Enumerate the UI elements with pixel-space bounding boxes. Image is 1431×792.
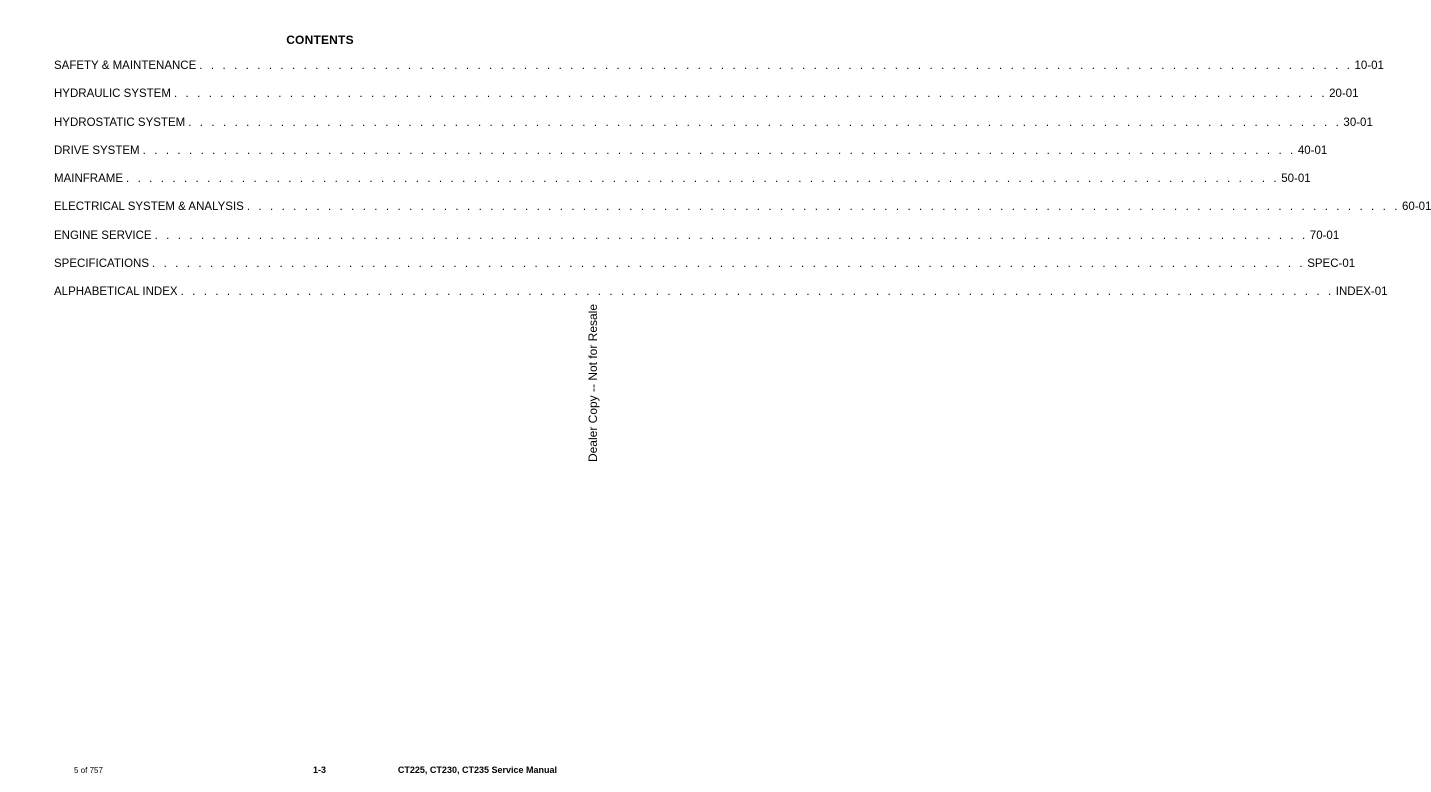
toc-entry-label: SPECIFICATIONS: [54, 258, 149, 271]
toc-entry-page: 50-01: [1281, 173, 1311, 186]
toc-leader-dots: . . . . . . . . . . . . . . . . . . . . . . . . . . . . . . . . . . . . . . . . . . . . . . . . . . . . . . . . . . . . . . . . . . . . . . . . . . . . . . . . . . . . . . . . . . . . . . . . . . . .: [199, 60, 1353, 72]
toc-entry-label: HYDROSTATIC SYSTEM: [54, 116, 186, 129]
toc-entry-label: ELECTRICAL SYSTEM & ANALYSIS: [54, 201, 244, 214]
toc-entry-page: INDEX-01: [1335, 286, 1388, 299]
toc-entry[interactable]: [54, 229, 1340, 258]
toc-leader-dots: . . . . . . . . . . . . . . . . . . . . . . . . . . . . . . . . . . . . . . . . . . . . . . . . . . . . . . . . . . . . . . . . . . . . . . . . . . . . . . . . . . . . . . . . . . . . . . . . . . . .: [246, 201, 1401, 214]
footer-page-count: 5 of 757: [74, 766, 103, 775]
toc-entry-page: 20-01: [1329, 88, 1359, 101]
toc-entry[interactable]: [54, 258, 1356, 286]
toc-entry-page: 60-01: [1402, 201, 1431, 214]
toc-entry[interactable]: [54, 116, 1373, 145]
toc-entry[interactable]: [54, 144, 1328, 173]
footer-manual-title: CT225, CT230, CT235 Service Manual: [397, 765, 557, 775]
toc-entry-page: 10-01: [1354, 60, 1384, 72]
toc-entry-page: 40-01: [1297, 144, 1328, 157]
toc-entry-label: MAINFRAME: [54, 173, 123, 186]
toc-entry-label: SAFETY & MAINTENANCE: [54, 60, 197, 72]
toc-entry-label: ENGINE SERVICE: [54, 229, 152, 242]
toc-leader-dots: . . . . . . . . . . . . . . . . . . . . . . . . . . . . . . . . . . . . . . . . . . . . . . . . . . . . . . . . . . . . . . . . . . . . . . . . . . . . . . . . . . . . . . . . . . . . . . . . . . . .: [180, 286, 1334, 299]
toc-entry-page: 30-01: [1343, 116, 1373, 129]
toc-entry-label: ALPHABETICAL INDEX: [54, 286, 178, 299]
toc-entry-page: 70-01: [1309, 229, 1340, 242]
toc-entry[interactable]: [54, 60, 1384, 88]
toc-entry[interactable]: [54, 201, 1431, 229]
page-title: CONTENTS: [286, 33, 354, 47]
toc-leader-dots: . . . . . . . . . . . . . . . . . . . . . . . . . . . . . . . . . . . . . . . . . . . . . . . . . . . . . . . . . . . . . . . . . . . . . . . . . . . . . . . . . . . . . . . . . . . . . . . . . . . .: [154, 229, 1308, 242]
toc-leader-dots: . . . . . . . . . . . . . . . . . . . . . . . . . . . . . . . . . . . . . . . . . . . . . . . . . . . . . . . . . . . . . . . . . . . . . . . . . . . . . . . . . . . . . . . . . . . . . . . . . . . .: [152, 258, 1306, 271]
toc-entry-label: DRIVE SYSTEM: [54, 144, 140, 157]
watermark-text: Dealer Copy -- Not for Resale: [586, 303, 600, 463]
toc-entry[interactable]: [54, 88, 1359, 116]
toc-entry-page: SPEC-01: [1307, 258, 1356, 271]
toc-leader-dots: . . . . . . . . . . . . . . . . . . . . . . . . . . . . . . . . . . . . . . . . . . . . . . . . . . . . . . . . . . . . . . . . . . . . . . . . . . . . . . . . . . . . . . . . . . . . . . . . . . . .: [173, 88, 1328, 101]
footer-page-number: 1-3: [313, 765, 327, 775]
toc-leader-dots: . . . . . . . . . . . . . . . . . . . . . . . . . . . . . . . . . . . . . . . . . . . . . . . . . . . . . . . . . . . . . . . . . . . . . . . . . . . . . . . . . . . . . . . . . . . . . . . . . . . .: [142, 144, 1296, 157]
toc-entry[interactable]: [54, 286, 1388, 314]
toc-entry-label: HYDRAULIC SYSTEM: [54, 88, 171, 101]
toc-entry[interactable]: [54, 173, 1311, 201]
toc-leader-dots: . . . . . . . . . . . . . . . . . . . . . . . . . . . . . . . . . . . . . . . . . . . . . . . . . . . . . . . . . . . . . . . . . . . . . . . . . . . . . . . . . . . . . . . . . . . . . . . . . . . .: [188, 116, 1342, 129]
table-of-contents: [54, 60, 1431, 315]
toc-leader-dots: . . . . . . . . . . . . . . . . . . . . . . . . . . . . . . . . . . . . . . . . . . . . . . . . . . . . . . . . . . . . . . . . . . . . . . . . . . . . . . . . . . . . . . . . . . . . . . . . . . . .: [126, 173, 1280, 186]
